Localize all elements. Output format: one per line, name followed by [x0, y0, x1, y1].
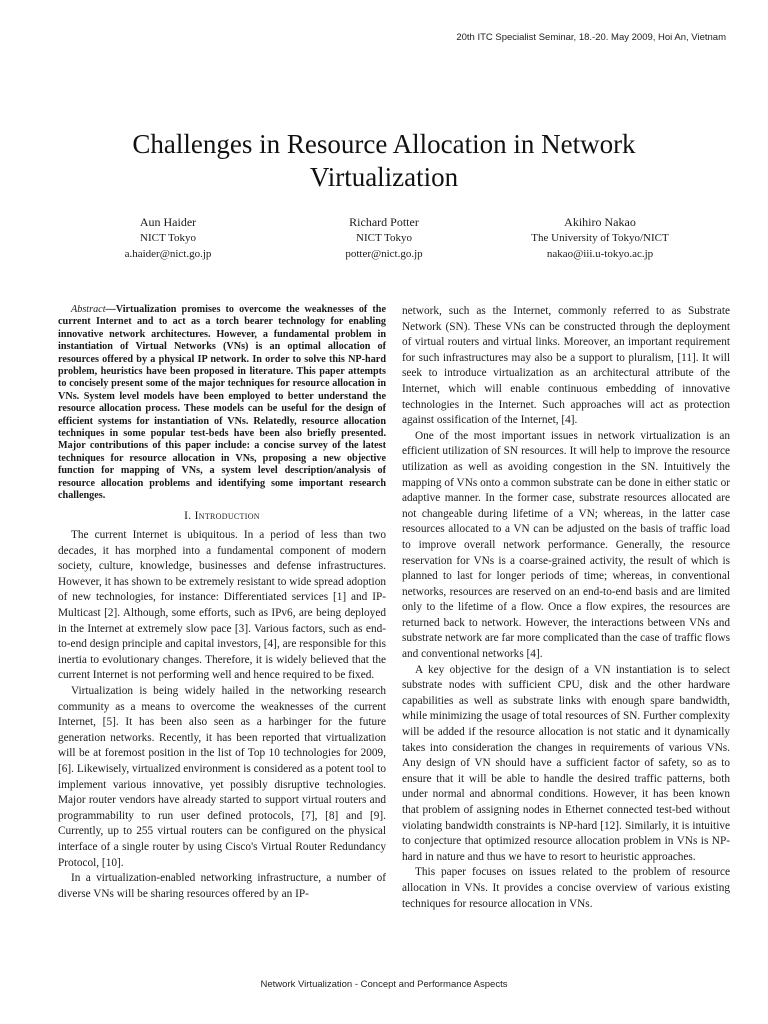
paragraph: This paper focuses on issues related to the problem of resource allocation in VNs. It provides a concise overview of various existing techniques for resource allocation in VNs.	[402, 866, 730, 910]
paragraph: network, such as the Internet, commonly referred to as Substrate Network (SN). These VNs can be constructed through the deployment of virtual routers and virtual links. Moreover, an important requirement for such infrastructures may also be a support to pluralism, [11]. It will seek to introduce virtualization as an architectural attribute of the Internet, which will enable continuous embedding of innovative technologies in the Internet. Such approaches will act as protection against ossification of the Internet, [4].	[402, 305, 730, 427]
abstract-lead: Abstract	[71, 304, 106, 315]
author-email: potter@nict.go.jp	[345, 248, 423, 260]
abstract	[58, 304, 386, 503]
author-3	[492, 214, 708, 262]
author-affiliation: NICT Tokyo	[356, 232, 412, 244]
section-title: Introduction	[194, 509, 260, 522]
section-heading-introduction	[58, 509, 386, 525]
paragraph: In a virtualization-enabled networking infrastructure, a number of diverse VNs will be sharing resources offered by an IP-	[58, 872, 386, 900]
paper-title: Challenges in Resource Allocation in Network Virtualization	[132, 129, 636, 192]
paragraph: A key objective for the design of a VN instantiation is to select substrate nodes with sufficient CPU, disk and the other hardware capabilities as well as substrate links with enough spare bandwidth, while minimizing the usage of total resources of SN. Further complexity will be added if the resource allocation is not static and it dynamically takes into consideration the changes in requirements of various VNs. Any design of VN should have a sufficient factor of safety, so as to ensure that it will be able to handle the desired traffic patterns, both under normal and abnormal conditions. However, it has been known that problem of assigning nodes in Ethernet connected test-bed without violating bandwidth constraints is NP-hard [12]. Similarly, it is intuitive to conjecture that optimized resource allocation problem in VNs is NP-hard in nature and thus we have to resort to heuristic approaches.	[402, 663, 730, 863]
author-email: nakao@iii.u-tokyo.ac.jp	[546, 248, 654, 260]
author-name: Akihiro Nakao	[564, 215, 636, 229]
running-footer: Network Virtualization - Concept and Performance Aspects	[260, 979, 508, 990]
author-affiliation: The University of Tokyo/NICT	[531, 232, 669, 244]
author-2	[276, 214, 492, 262]
paragraph: One of the most important issues in network virtualization is an efficient utilization of SN resources. It will help to improve the resource utilization as well as avoiding congestion in the SN. Intuitively the mapping of VNs onto a common substrate can be done in either static or adaptive manner. In the former case, substrate resources allocated are not changeable during lifetime of a VN; whereas, in the latter case resources allocated to a VN can be adjusted on the basis of traffic load to improve overall network performance. Generally, the resource reservation for VNs is a coarse-grained activity, the result of which is planned to last for longer periods of time; whereas, in conventional networks, resources are reserved on an end-to-end basis and are limited only to the lifetime of a flow. Once a flow expires, the resources are returned back to network. However, the interactions between VNs and substrate network are far more complicated than the case of traffic flows and conventional networks [4].	[402, 429, 730, 661]
section-number: I.	[184, 509, 192, 522]
author-name: Aun Haider	[139, 215, 197, 229]
left-column	[58, 304, 386, 902]
running-header: 20th ITC Specialist Seminar, 18.-20. May 2009, Hoi An, Vietnam	[456, 32, 726, 43]
abstract-text: —Virtualization promises to overcome the weaknesses of the current Internet and to act as a torch bearer technology for enabling innovative network architectures. However, a fundamental problem in instantiation of Virtual Networks (VNs) is an optimal allocation of resources offered by a physical IP network. In order to solve this NP-hard problem, heuristics have been proposed in literature. This paper attempts to concisely present some of the major techniques for resource allocation in VNs. System level models have been employed to better understand the resource allocation process. These models can be useful for the design of efficient systems for instantiation of VNs. Relatedly, resource allocation techniques in some popular test-beds have been also briefly presented. Major contributions of this paper include: a concise survey of the latest techniques for resource allocation in VNs, proposing a new objective function for mapping of VNs, a system level description/analysis of resource allocation problems and identifying some important research challenges.	[58, 304, 386, 502]
author-email: a.haider@nict.go.jp	[124, 248, 212, 260]
author-block	[60, 214, 708, 262]
paragraph: The current Internet is ubiquitous. In a period of less than two decades, it has morphed into a fundamental component of modern society, culture, knowledge, businesses and defense infrastructures. However, it has shown to be extremely resistant to wide spread adoption of new technologies, for instance: Differentiated services [1] and IP-Multicast [2]. Although, some efforts, such as IPv6, are being deployed in the Internet at extremely slow pace [3]. Various factors, such as end-to-end design principle and capital investors, [4], are responsible for this inertia to evolutionary changes. Therefore, it is widely believed that the current Internet is not performing well and hence required to be fixed.	[58, 529, 386, 682]
author-1	[60, 214, 276, 262]
right-column	[402, 304, 730, 912]
author-affiliation: NICT Tokyo	[140, 232, 196, 244]
paragraph: Virtualization is being widely hailed in the networking research community as a means to overcome the weaknesses of the current Internet, [5]. It has been also seen as a harbinger for the future generation networks. Recently, it has been reported that virtualization will be at foremost position in the list of Top 10 technologies for 2009, [6]. Likewisely, virtualized environment is considered as a potent tool to implement various innovative, yet possibly disruptive technologies. Major router vendors have already started to support virtual routers and programmability to run user defined protocols, [7], [8] and [9]. Currently, up to 255 virtual routers can be configured on the physical interface of a single router by using Cisco's Virtual Router Redundancy Protocol, [10].	[58, 685, 386, 869]
author-name: Richard Potter	[349, 215, 419, 229]
